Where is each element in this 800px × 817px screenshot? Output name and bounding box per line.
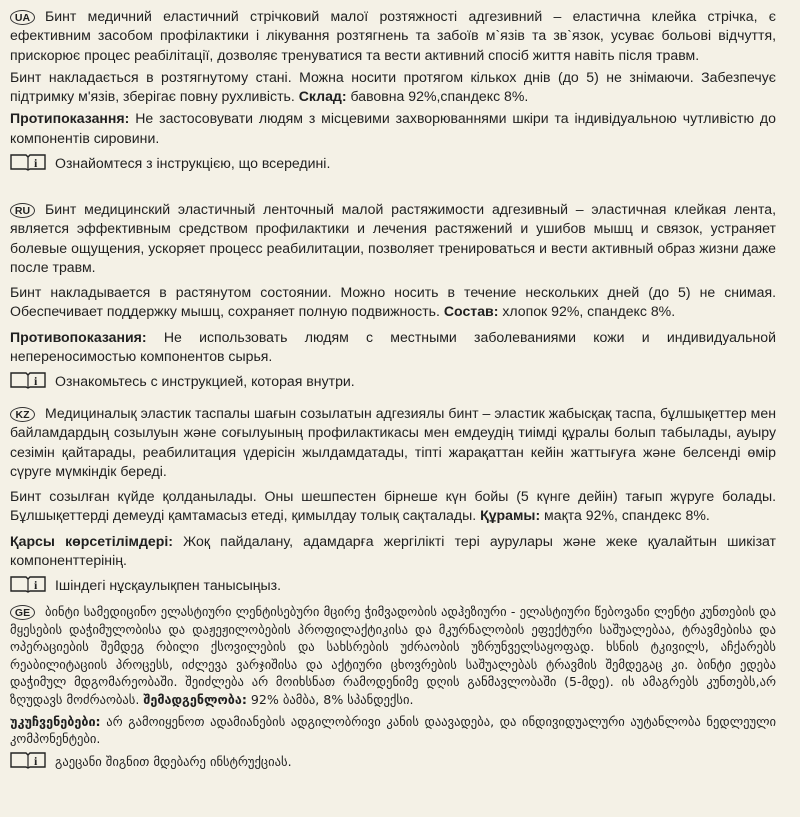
ru-intro: RU Бинт медицинский эластичный ленточный малой растяжимости адгезивный – эластичная клейкая лента, является эффективным средством профилактики и лечения растяжений и ушибов мышц и связок, устраняет болевые ощущения, ускоряет процесс реабилитации, позволяет тренироваться и вести активный образ жизни даже после травм. [10, 201, 776, 275]
ge-contraindications: უკუჩვენებები: არ გამოიყენოთ ადამიანების ადგილობრივი კანის დაავადება, და ინდივიდუალური აუტანლობა ნედლეული კომპონენტები. [10, 713, 776, 747]
ge-instruction: i გაეცანი შიგნით მდებარე ინსტრუქციას. [10, 751, 776, 774]
svg-text:i: i [34, 156, 38, 171]
ru-composition: хлопок 92%, спандекс 8%. [498, 303, 676, 320]
ua-composition: бавовна 92%,спандекс 8%. [346, 88, 529, 105]
ru-contraindications: Противопоказания: Не использовать людям с местными заболеваниями кожи и индивидуальной непереносимостью компонентов сырья. [10, 328, 776, 365]
ru-usage: Бинт накладывается в растянутом состоянии. Можно носить в течение нескольких дней (до 5) не снимая. Обеспечивает поддержку мышц, сохраняет полную подвижность. Состав: хлопок 92%, спандекс 8%. [10, 284, 776, 320]
section-ge [10, 603, 776, 773]
kz-composition-label: Құрамы: [480, 507, 541, 524]
language-badge-ru: RU [10, 203, 35, 218]
book-icon [10, 751, 46, 774]
ge-composition-label: შემადგენლობა: [143, 691, 247, 707]
kz-contraindications: Қарсы көрсетілімдері: Жоқ пайдалану, адамдарға жергілікті тері аурулары және жеке қуалайтын шикізат компоненттерінің. [10, 532, 777, 569]
language-badge-kz: KZ [10, 407, 35, 422]
kz-intro: KZ Медициналық эластик таспалы шағын созылатын адгезиялы бинт – эластик жабысқақ таспа, бұлшықеттер мен байламдардың созылуын және соғылуының профилактикасы мен емдеудің тиімді құралы болып табылады, ауыру сезімін қайтарады, реабилитация үдерісін жылдамдатады, тіпті жарақаттан кейін жаттығуға және белсенді өмір сүруге мүмкіндік береді. [10, 405, 776, 479]
ru-contra-label: Противопоказания: [10, 328, 147, 345]
ua-composition-label: Склад: [298, 88, 347, 105]
book-icon [10, 575, 46, 598]
ru-composition-label: Состав: [443, 303, 499, 320]
section-ru [10, 200, 776, 395]
ru-instruction: i Ознакомьтесь с инструкцией, которая внутри. [10, 371, 776, 394]
book-icon [10, 153, 46, 176]
book-icon [10, 371, 46, 394]
ua-intro: UA Бинт медичний еластичний стрічковий малої розтяжності адгезивний – еластична клейка стрічка, є ефективним засобом профілактики і лікування розтягнень та забоїв м`язів та зв`язок, усуває больові відчуття, прискорює процес реабілітації, дозволяє тренуватися та вести активний спосіб життя навіть після травм. [10, 8, 776, 63]
ua-usage: Бинт накладається в розтягнутому стані. Можна носити протягом кількох днів (до 5) не знімаючи. Забезпечує підтримку м'язів, зберігає повну рухливість. Склад: бавовна 92%,спандекс 8%. [10, 68, 776, 105]
svg-text:i: i [34, 374, 38, 389]
ge-composition: 92% ბამბა, 8% სპანდექსი. [246, 691, 414, 707]
kz-contra-label: Қарсы көрсетілімдері: [10, 532, 173, 549]
ua-contra-label: Протипоказання: [10, 110, 130, 127]
svg-text:i: i [34, 753, 38, 768]
kz-instruction: i Ішіндегі нұсқаулықпен танысыңыз. [10, 575, 776, 598]
kz-usage: Бинт созылған күйде қолданылады. Оны шешпестен бірнеше күн бойы (5 күнге дейін) тағып жүруге болады. Бұлшықеттерді демеуді қамтамасыз етеді, қимылдау толық сақталады. Құрамы: мақта 92%, спандекс 8%. [10, 488, 776, 524]
ua-contraindications: Протипоказання: Не застосовувати людям з місцевими захворюваннями шкіри та індивідуальною чутливістю до компонентів сировини. [10, 110, 776, 146]
ge-contra-label: უკუჩვენებები: [10, 713, 101, 729]
section-kz [10, 404, 776, 599]
section-ua [10, 7, 776, 176]
language-badge-ua: UA [10, 10, 35, 25]
kz-composition: мақта 92%, спандекс 8%. [540, 507, 710, 524]
svg-text:i: i [34, 578, 38, 593]
ua-instruction: i Ознайомтеся з інструкцією, що всередині. [10, 153, 776, 176]
language-badge-ge: GE [10, 605, 35, 620]
ge-intro: GE ბინტი სამედიცინო ელასტიური ლენტისებური მცირე ჭიმვადობის ადჰეზიური - ელასტიური წებოვანი ლენტი კუნთების და მყესების დაჭიმულობისა და დაჟეჟილობების პროფილაქტიკისა და მკურნალობის ეფექტური საშუალებაა, ტრავმებისა და ოპერაციების შემდეგ რბილი ქსოვილების და სახსრების უძრაობის უზრუნველსაყოფად. ხსნის ტკივილს, აჩქარებს რეაბილიტაციის პროცესს, იძლევა ვარჯიშისა და აქტიური ცხოვრების საშუალებას ტრავმის შემდეგაც კი. ბინტი ედება დაჭიმულ მდგომარეობაში. შეიძლება არ მოიხსნათ რამოდენიმე დღის განმავლობაში (5-მდე). ის ამაგრებს კუნთებს,არ ზღუდავს მოძრაობას. შემადგენლობა: 92% ბამბა, 8% სპანდექსი. [10, 604, 776, 707]
